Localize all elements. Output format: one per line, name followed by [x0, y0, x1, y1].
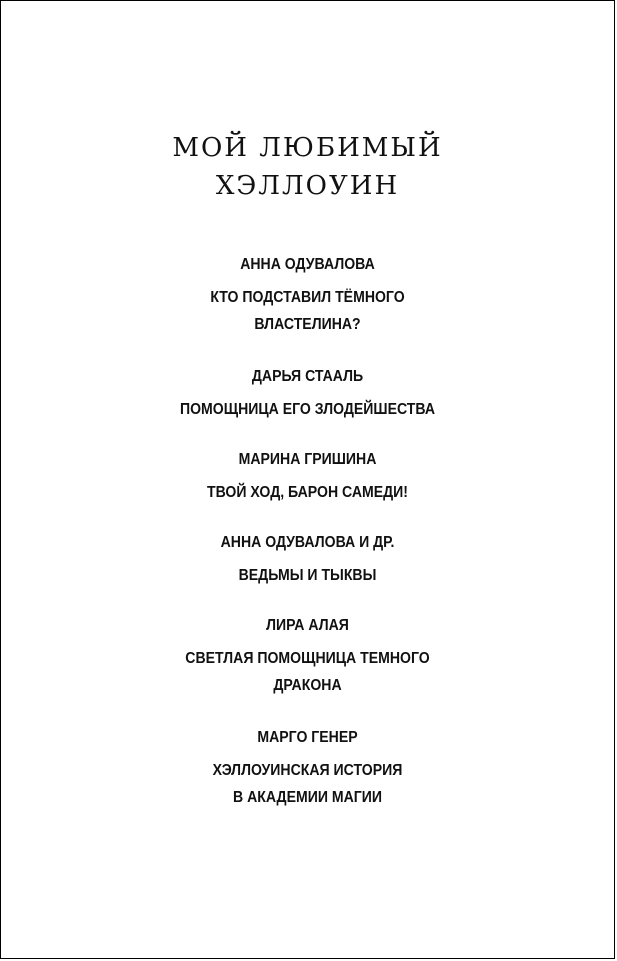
work-title-line: ПОМОЩНИЦА ЕГО ЗЛОДЕЙШЕСТВА: [179, 401, 436, 418]
entry-work-title: [38, 284, 577, 338]
work-title-line: ДРАКОНА: [273, 677, 342, 694]
title-line-2: ХЭЛЛОУИН: [215, 171, 400, 201]
contents-entry: [1, 614, 614, 699]
entry-author: АННА ОДУВАЛОВА И ДР.: [220, 534, 395, 551]
contents-entry: [1, 253, 614, 338]
entry-author: ЛИРА АЛАЯ: [266, 617, 349, 634]
work-title-line: В АКАДЕМИИ МАГИИ: [233, 789, 382, 806]
work-title-line: СВЕТЛАЯ ПОМОЩНИЦА ТЕМНОГО: [185, 650, 430, 667]
title-line-1: МОЙ ЛЮБИМЫЙ: [172, 133, 443, 163]
contents-entry: [1, 531, 614, 589]
work-title-line: КТО ПОДСТАВИЛ ТЁМНОГО: [210, 289, 405, 306]
work-title-line: ВЕДЬМЫ И ТЫКВЫ: [238, 567, 377, 584]
entry-work-title: [38, 562, 577, 589]
entry-work-title: [38, 757, 577, 811]
contents-entry: [1, 726, 614, 811]
work-title-line: ТВОЙ ХОД, БАРОН САМЕДИ!: [207, 484, 408, 501]
entry-author: АННА ОДУВАЛОВА: [240, 256, 375, 273]
contents-list: [1, 253, 614, 838]
entry-work-title: [38, 396, 577, 423]
work-title-line: ВЛАСТЕЛИНА?: [254, 316, 361, 333]
work-title-line: ХЭЛЛОУИНСКАЯ ИСТОРИЯ: [212, 762, 403, 779]
entry-work-title: [38, 645, 577, 699]
contents-entry: [1, 365, 614, 423]
entry-author: ДАРЬЯ СТААЛЬ: [251, 368, 364, 385]
entry-author: МАРГО ГЕНЕР: [257, 729, 358, 746]
entry-work-title: [38, 479, 577, 506]
entry-author: МАРИНА ГРИШИНА: [238, 451, 377, 468]
collection-title: [1, 129, 614, 205]
contents-entry: [1, 448, 614, 506]
